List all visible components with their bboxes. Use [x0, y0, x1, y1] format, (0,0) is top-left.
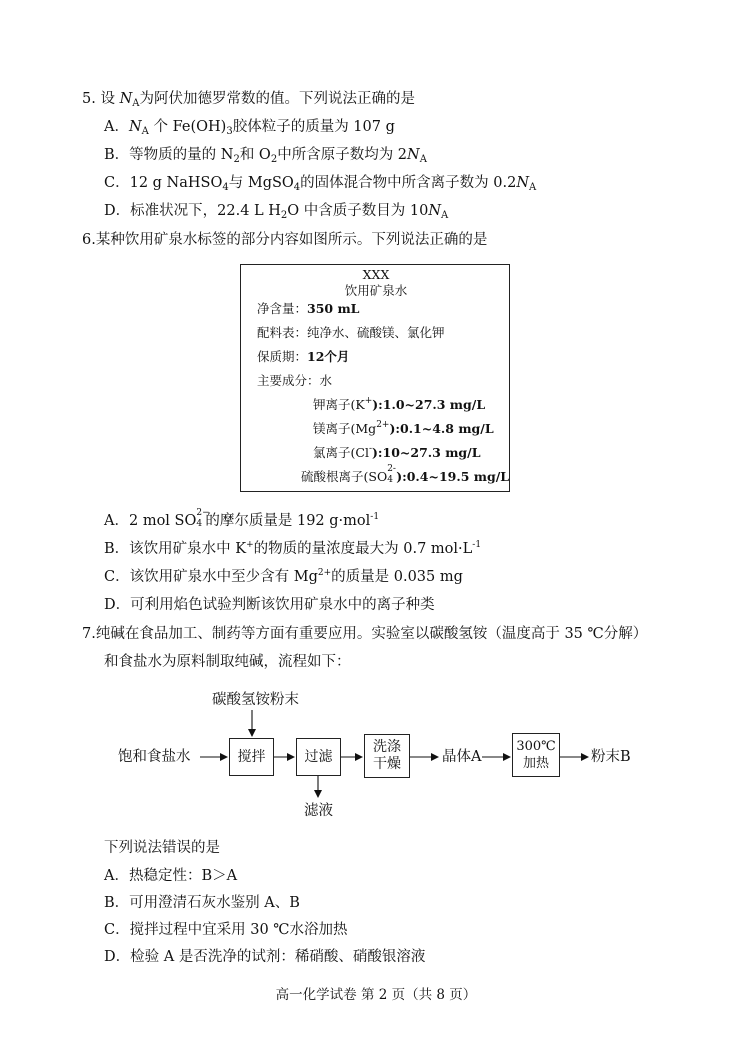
label-shelf-life: 保质期：12个月 — [257, 349, 350, 364]
label-net: 净含量：350 mL — [257, 301, 360, 316]
flow-product-label: 粉末B — [591, 749, 631, 765]
page-footer: 高一化学试卷 第 2 页（共 8 页） — [275, 987, 477, 1003]
flow-stir-box: 搅拌 — [229, 738, 274, 776]
q7-option-c: C．搅拌过程中宜采用 30 ℃水浴加热 — [104, 922, 348, 938]
q5-stem: 5. 设 $N_A$为阿伏加德罗常数的值。下列说法正确的是 — [82, 91, 415, 109]
q6-option-b: B．该饮用矿泉水中 K+的物质的量浓度最大为 0.7 $mol\cdot L^{-1}$ — [104, 540, 482, 557]
q5-option-d: D．标准状况下，22.4 L $H_2O$ 中含质子数目为 $10N_A$ — [104, 203, 449, 221]
q5-option-b: B．等物质的量的 $N_2$和 $O_2$中所含原子数均为 $2N_A$ — [104, 147, 427, 165]
q7-option-b: B．可用澄清石灰水鉴别 A、B — [104, 895, 300, 911]
q6-option-c: C．该饮用矿泉水中至少含有 $Mg^{2+}$的质量是 0.035 mg — [104, 568, 463, 585]
label-sulfate: 硫酸根离子(SO 2- 4 ):0.4~19.5 mg/L — [301, 464, 510, 485]
q5-option-c: C．12 g NaHSO$_4$与 MgSO$_4$的固体混合物中所含离子数为 $0.2N_A$ — [104, 175, 537, 193]
flow-filtrate-label: 滤液 — [304, 803, 333, 819]
label-product: 饮用矿泉水 — [344, 283, 408, 298]
label-main: 主要成分：水 — [257, 373, 333, 388]
flow-filter-box: 过滤 — [296, 738, 341, 776]
flow-feed-label: 碳酸氢铵粉末 — [212, 692, 299, 708]
label-ingredients: 配料表：纯净水、硫酸镁、氯化钾 — [257, 325, 445, 340]
label-magnesium: 镁离子$(Mg^{2+}):0.1\sim 4.8$ mg/L — [313, 420, 494, 436]
q7-prompt: 下列说法错误的是 — [104, 840, 220, 856]
mineral-water-label — [240, 264, 510, 492]
q6-stem: 6.某种饮用矿泉水标签的部分内容如图所示。下列说法正确的是 — [82, 232, 488, 248]
q6-option-d: D．可利用焰色试验判断该饮用矿泉水中的离子种类 — [104, 597, 435, 613]
flow-crystal-label: 晶体A — [442, 749, 482, 765]
label-brand: XXX — [362, 267, 390, 282]
q5-option-a: A．$N_A$ 个 $Fe(OH)_3$胶体粒子的质量为 107 g — [104, 119, 395, 137]
q7-stem-line1: 7.纯碱在食品加工、制药等方面有重要应用。实验室以碳酸氢铵（温度高于 35 ℃分解） — [82, 626, 648, 642]
q7-stem-line2: 和食盐水为原料制取纯碱，流程如下： — [104, 654, 351, 670]
label-chloride: 氯离子(Cl-):10~27.3 mg/L — [313, 444, 481, 460]
flow-heat-box: 300℃ 加热 — [512, 733, 560, 777]
flow-start-label: 饱和食盐水 — [118, 749, 191, 765]
q6-option-a: A．2 mol SO 2− 4 的摩尔质量是 192 g·mol$^{-1}$ — [104, 508, 380, 529]
label-potassium: 钾离子(K+):1.0~27.3 mg/L — [313, 396, 486, 412]
q7-option-a: A．热稳定性：B＞A — [104, 868, 238, 884]
q7-option-d: D．检验 A 是否洗净的试剂：稀硝酸、硝酸银溶液 — [104, 949, 426, 965]
flow-wash-dry-box: 洗涤 干燥 — [364, 734, 410, 778]
